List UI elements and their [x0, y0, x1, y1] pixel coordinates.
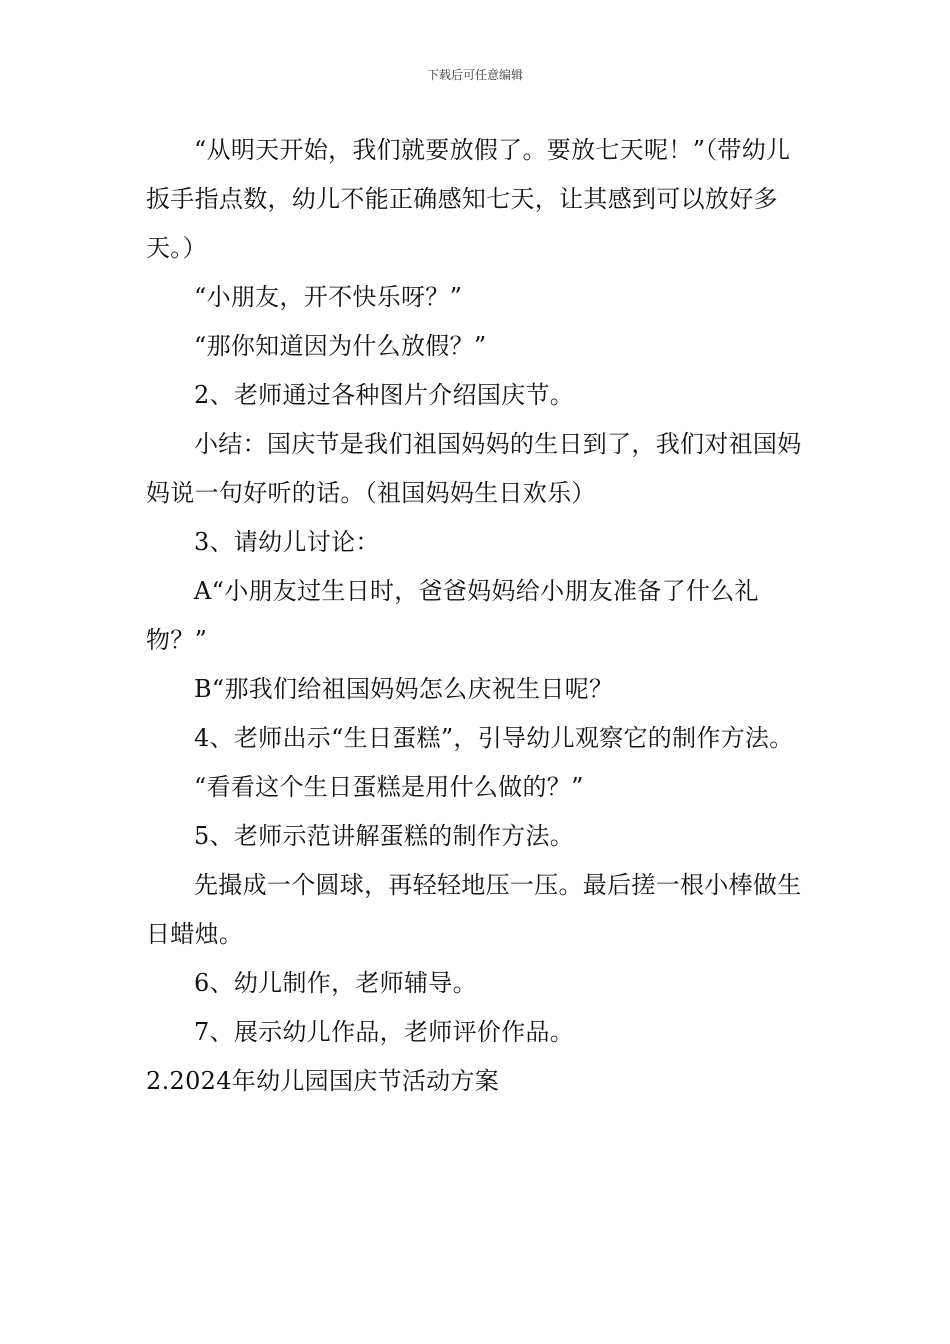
paragraph-1: “从明天开始，我们就要放假了。要放七天呢！”（带幼儿扳手指点数，幼儿不能正确感知七天，让其感到可以放好多天。）	[146, 136, 791, 262]
paragraph-4: 2、老师通过各种图片介绍国庆节。	[194, 381, 575, 409]
paragraph-9: 4、老师出示“生日蛋糕”，引导幼儿观察它的制作方法。	[194, 724, 794, 752]
page-header: 下载后可任意编辑	[426, 68, 523, 82]
paragraph-8: B“那我们给祖国妈妈怎么庆祝生日呢？	[194, 675, 614, 703]
paragraph-6: 3、请幼儿讨论：	[194, 528, 380, 556]
paragraph-7: A“小朋友过生日时，爸爸妈妈给小朋友准备了什么礼物？”	[146, 577, 759, 654]
paragraph-10: “看看这个生日蛋糕是用什么做的？”	[194, 773, 584, 801]
section-heading: 2.2024年幼儿园国庆节活动方案	[146, 1067, 500, 1095]
paragraph-2: “小朋友，开不快乐呀？”	[194, 283, 463, 311]
document-body	[146, 126, 810, 1106]
paragraph-5: 小结：国庆节是我们祖国妈妈的生日到了，我们对祖国妈妈说一句好听的话。（祖国妈妈生日欢乐）	[146, 430, 802, 507]
paragraph-14: 7、展示幼儿作品，老师评价作品。	[194, 1018, 575, 1046]
paragraph-13: 6、幼儿制作，老师辅导。	[194, 969, 477, 997]
paragraph-3: “那你知道因为什么放假？”	[194, 332, 487, 360]
paragraph-11: 5、老师示范讲解蛋糕的制作方法。	[194, 822, 575, 850]
paragraph-12: 先撮成一个圆球，再轻轻地压一压。最后搓一根小棒做生日蜡烛。	[146, 871, 802, 948]
